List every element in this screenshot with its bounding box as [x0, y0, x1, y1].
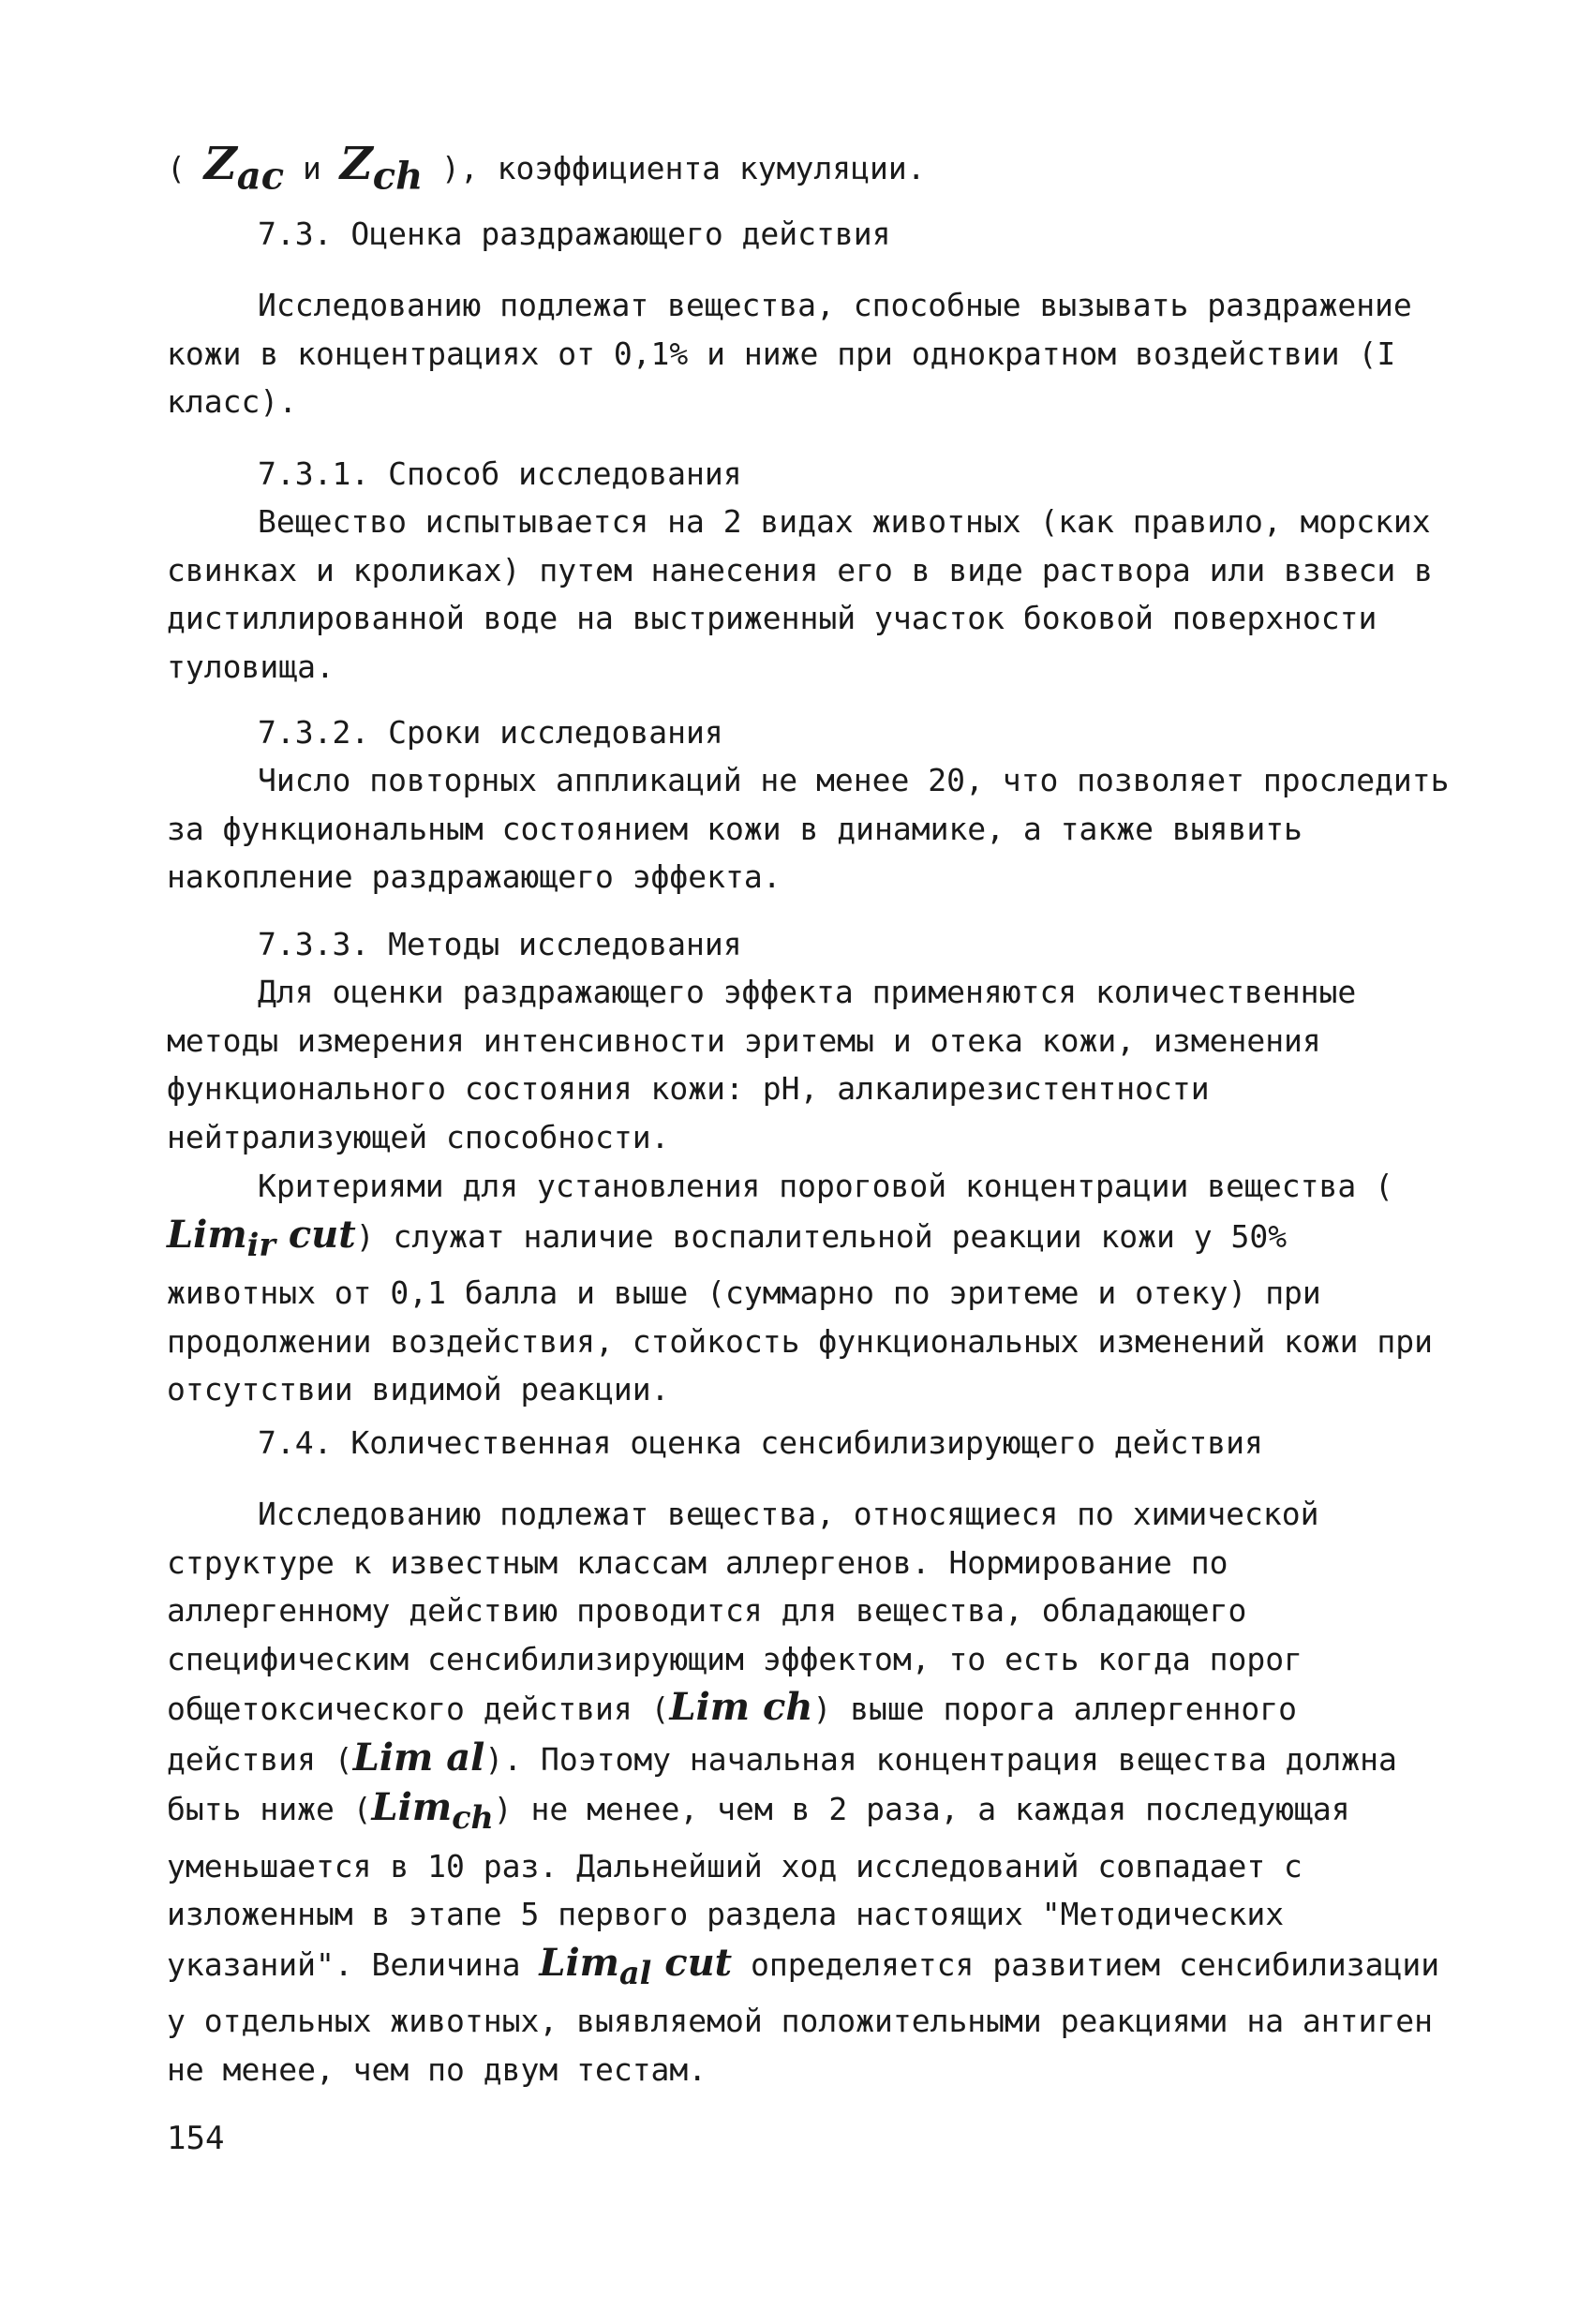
section-7-3-3-heading: 7.3.3. Методы исследования — [258, 926, 742, 962]
page-number: 154 — [167, 2120, 225, 2157]
section-7-3-heading: 7.3. Оценка раздражающего действия — [258, 216, 891, 252]
section-7-3-1-text: Вещество испытывается на 2 видах животных (как правило, морских свинках и кроликах) путем нанесения его в виде раствора или взвеси в дистиллированной воде на выстриженный участок боковой поверхности туловища. — [167, 503, 1434, 685]
lim-ch-sub-handwritten: Lim$_{ch}$ — [371, 1785, 494, 1836]
paragraph-criteria: Критериями для установления пороговой концентрации вещества ( Lim$_{ir}$ cut) служат наличие воспалительной реакции кожи у 50% животных от 0,1 балла и выше (суммарно по эритеме и отеку) при продолжении воздействия, стойкость функциональных изменений кожи при отсутствии видимой реакции. — [167, 1168, 1434, 1408]
lim-ch-handwritten: Lim ch — [669, 1685, 813, 1729]
section-7-3-2-heading: 7.3.2. Сроки исследования — [258, 714, 723, 751]
conjunction: и — [284, 150, 340, 186]
open-paren: ( — [167, 150, 204, 186]
z-ac-handwritten: $Z_{ac}$ — [203, 138, 285, 199]
lim-al-cut-handwritten: Lim$_{al}$ cut — [539, 1940, 733, 1991]
paragraph-irritation: Исследованию подлежат вещества, способные вызывать раздражение кожи в концентрациях от 0,1% и ниже при однократном воздействии (I класс). — [167, 287, 1412, 420]
lim-ir-cut-handwritten: Lim$_{ir}$ cut — [167, 1212, 356, 1263]
cumulation-text: ), коэффициента кумуляции. — [423, 150, 926, 186]
section-7-3-2-text: Число повторных аппликаций не менее 20, что позволяет проследить за функциональным состоянием кожи в динамике, а также выявить накопление раздражающего эффекта. — [167, 762, 1450, 895]
paragraph-allergens: Исследованию подлежат вещества, относящиеся по химической структуре к известным классам аллергенов. Нормирование по аллергенному действию проводится для вещества, обладающего специфическим сенсибилизирующим эффектом, то есть когда порог общетоксического действия (Lim ch) выше порога аллергенного действия (Lim al). Поэтому начальная концентрация вещества должна быть ниже (Lim$_{ch}$) не менее, чем в 2 раза, а каждая последующая уменьшается в 10 раз. Дальнейший ход исследований совпадает с изложенным в этапе 5 первого раздела настоящих "Методических указаний". Величина Lim$_{al}$ cut определяется развитием сенсибилизации у отдельных животных, выявляемой положительными реакциями на антиген не менее, чем по двум тестам. — [167, 1496, 1440, 2088]
section-7-3-1-heading: 7.3.1. Способ исследования — [258, 455, 742, 492]
section-7-4-heading: 7.4. Количественная оценка сенсибилизирующего действия — [258, 1424, 1263, 1461]
z-ch-handwritten: $Z_{ch}$ — [339, 138, 424, 199]
cumulation-line — [167, 138, 1451, 201]
lim-al-handwritten: Lim al — [352, 1735, 485, 1780]
section-7-3-3-text: Для оценки раздражающего эффекта применяются количественные методы измерения интенсивности эритемы и отека кожи, изменения функционального состояния кожи: pH, алкалирезистентности нейтрализующей способности. — [167, 974, 1357, 1155]
